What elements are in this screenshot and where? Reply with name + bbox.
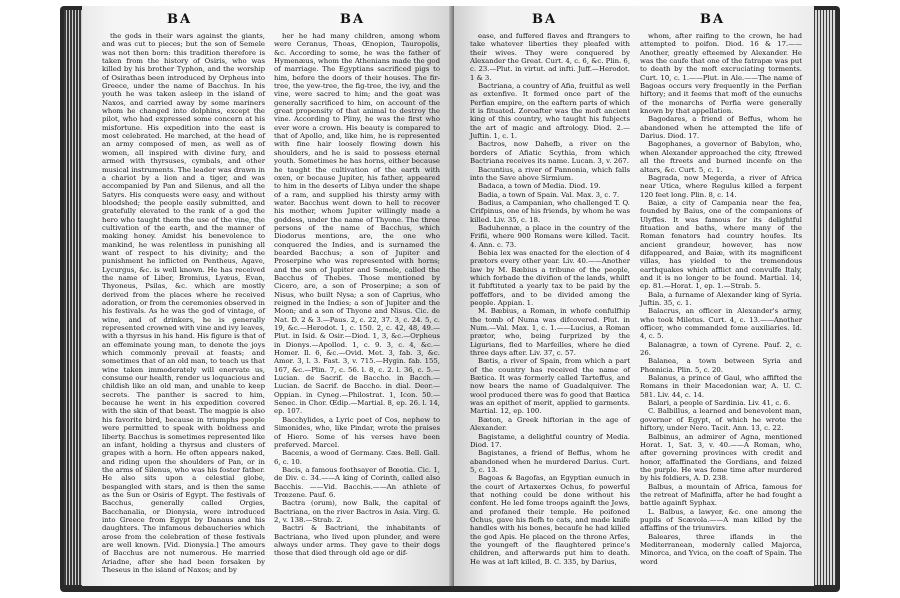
entry-paragraph: Bactriana, a country of Afia, fruitful as well as extenfive. It formed once part of the Perfian empire, on the eaftern parts of which it is fituated. Zoroafter was the moft ancient king of this country, who taught his fubjects the art of magic and aftrology. Diod. 2.—Juftin. 1, c. 1. xyxy=(470,82,630,141)
entry-paragraph: Bagistame, a delightful country of Media. Diod. 17. xyxy=(470,432,630,449)
entry-paragraph: Baleares, three iflands in the Mediterranean, modernly called Majorca, Minorca, and Yvica, on the coaft of Spain. The word xyxy=(640,532,802,566)
entry-paragraph: Bacuntius, a river of Pannonia, which falls into the Save above Sirmium. xyxy=(470,165,630,182)
entry-paragraph: Balanus, a prince of Gaul, who affifted the Romans in their Macedonian war, A. U. C. 581. Liv. 44, c. 14. xyxy=(640,374,802,399)
entry-paragraph: Bacenis, a wood of Germany. Cæs. Bell. Gall. 6, c. 10. xyxy=(274,449,440,466)
left-page-header-col2: BA xyxy=(340,12,366,27)
left-page-column-1 xyxy=(102,32,265,574)
entry-paragraph: Bactri & Bactriani, the inhabitants of Bactriana, who lived upon plunder, and were always under arms. They gave to their dogs those that died through old age or dif- xyxy=(274,524,440,558)
entry-paragraph: Badaca, a town of Media. Diod. 19. xyxy=(478,182,601,191)
entry-paragraph: Balanea, a town between Syria and Phœnicia. Plin. 5, c. 20. xyxy=(640,357,802,374)
entry-paragraph: Bactros, now Dahefb, a river on the borders of Afiatic Scythia, from which Bactriana receives its name. Lucan. 3, v. 267. xyxy=(470,140,630,166)
right-page-header-col1: BA xyxy=(532,12,558,27)
right-page xyxy=(454,6,814,586)
entry-paragraph: Badia, a town of Spain. Val. Max. 3, c. 7. xyxy=(478,190,620,199)
entry-paragraph: Bacis, a famous foothsayer of Bœotia. Cic. 1, de Div. c. 34.——A king of Corinth, called also Bacchis. ——Vid. Bacchis.——An athlete of Trœzene. Pauf. 6. xyxy=(274,465,440,499)
entry-paragraph: ease, and fuffered flaves and ftrangers to take whatever liberties they pleafed with their wives. They were conquered by Alexander the Great. Curt. 4, c. 6, &c. Plin. 6, c. 23.—Plut. in virtut. ad infti. Juff.—Herodot. 1 & 3. xyxy=(470,32,631,82)
entry-paragraph: M. Bæbius, a Roman, in whofe confulfhip the tomb of Numa was difcovered. Plut. in Num.—Val. Max. 1, c. 1.——Lucius, a Roman prætor, who, being furprized by the Ligurians, fled to Marfeilles, where he died three days after. Liv. 37, c. 57. xyxy=(470,307,630,358)
entry-paragraph: Bagistanes, a friend of Beffus, whom he abandoned when he murdered Darius. Curt. 5, c. 13. xyxy=(470,449,630,474)
entry-paragraph: Bacchylides, a Lyric poet of Cos, nephew to Simonides, who, like Pindar, wrote the praises of Hiero. Some of his verses have been preferved. Marcel. xyxy=(274,415,440,449)
right-page-edges xyxy=(812,10,836,585)
left-page-column-2 xyxy=(274,32,440,558)
entry-paragraph: L. Balbus, a lawyer, &c. one among the pupils of Scævola.——A man killed by the affaffins of the triumvirs. xyxy=(640,507,802,533)
right-page-column-1 xyxy=(470,32,630,566)
entry-paragraph: the gods in their wars against the giants, and was cut to pieces; but the son of Semele was not then born: this tradition therefore is taken from the history of Osiris, who was killed by his brother Typhon, and the worship of Osirathas been introduced by Orpheus into Greece, under the name of Bacchus. In his youth he was taken asleep in the island of Naxos, and carried away by some mariners whom he changed into dolphins, except the pilot, who had expressed some concern at his misfortune. His expedition into the east is most celebrated. He marched, at the head of an army composed of men, as well as of women, all inspired with divine fury, and armed with thyrsuses, cymbals, and other musical instruments. The leader was drawn in a chariot by a lion and a tiger, and was accompanied by Pan and Silenus, and all the Satyrs. His conquests were easy, and without bloodshed; the people easily submitted, and gratefully elevated to the rank of a god the hero who taught them the use of the vine, the cultivation of the earth, and the manner of making honey. Amidst his benevolence to mankind, he was relentless in punishing all want of respect to his divinity; and the punishment he inflicted on Pentheus, Agave, Lycurgus, &c. is well known. He has received the name of Liber, Bromius, Lyæus, Evan, Thyoneus, Psilas, &c. which are mostly derived from the places where he received adoration, or from the ceremonies observed in his festivals. As he was the god of vintage, of wine, and of drinkers, he is generally represented crowned with vine and ivy leaves, with a thyrsus in his hand. His figure is that of an effeminate young man, to denote the joys which commonly prevail at feasts; and sometimes that of an old man, to teach us that wine taken immoderately will enervate us, consume our health, render us loquacious and childish like an old man, and unable to keep secrets. The panther is sacred to him, because he went in his expedition covered with the skin of that beast. The magpie is also his favorite bird, because in triumphs people were permitted to speak with boldness and liberty. Bacchus is sometimes represented like an infant, holding a thyrsus and clusters of grapes with a horn. He often appears naked, and riding upon the shoulders of Pan, or in the arms of Silenus, who was his foster father. He also sits upon a celestial globe, bespangled with stars, and is then the same as the Sun or Osiris of Egypt. The festivals of Bacchus, generally called Orgies, Bacchanalia, or Dionysia, were introduced into Greece from Egypt by Danaus and his daughters. The infamous debaucheries which arose from the celebration of these festivals are well known. [Vid. Dionysia.] The amours of Bacchus are not numerous. He married Ariadne, after she had been forsaken by Theseus in the island of Naxos; and by xyxy=(102,32,265,574)
entry-paragraph: Baduhennæ, a place in the country of the Frifii, where 900 Romans were killed. Tacit. 4. Ann. c. 73. xyxy=(470,223,630,249)
left-page xyxy=(82,6,454,586)
right-page-column-2 xyxy=(640,32,802,566)
entry-paragraph: whom, after raifing to the crown, he had attempted to poifon. Diod. 16 & 17.——Another, greatly efteemed by Alexander. He was the caufe that one of the fatrapæ was put to death by the moft excruciating torments. Curt. 10, c. 1.——Plut. in Ale.——The name of Bagoas occurs very frequently in the Perfian hiftory; and it feems that moft of the eunuchs of the monarchs of Perfia were generally known by that appellation. xyxy=(640,32,802,116)
entry-paragraph: Badius, a Campanian, who challenged T. Q. Crifpinus, one of his friends, by whom he was killed. Liv. 35, c. 18. xyxy=(470,198,630,224)
entry-paragraph: Baiæ, a city of Campania near the fea, founded by Baius, one of the companions of Ulyffes. It was famous for its delightful fituation and baths, where many of the Roman fenators had country houfes. Its ancient grandeur, however, has now difappeared, and Baiæ, with its magnificent villas, has yielded to the tremendous earthquakes which afflict and convulfe Italy, and it is no longer to be found. Martial. 14, ep. 81.—Horat. 1, ep. 1.—Strab. 5. xyxy=(640,198,802,291)
right-page-header-col2: BA xyxy=(700,12,726,27)
entry-paragraph: Balbus, a mountain of Africa, famous for the retreat of Mafiniffa, after he had fought a battle againft Syphax. xyxy=(640,482,802,508)
entry-paragraph: Bagoas & Bagofas, an Egyptian eunuch in the court of Artaxerxes Ochus, fo powerful that nothing could be done without his confent. He led fome troops againft the Jews, and profaned their temple. He poifoned Ochus, gave his flefh to cats, and made knife handles with his bones, becaufe he had killed the god Apis. He placed on the throne Arfes, the youngeft of the flaughtered prince's children, and afterwards put him to death. He was at laft killed, B. C. 335, by Darius, xyxy=(470,474,630,566)
entry-paragraph: Bæton, a Greek hiftorian in the age of Alexander. xyxy=(470,415,630,433)
entry-paragraph: Balacrus, an officer in Alexander's army, who took Miletus. Curt. 4, c. 13.——Another officer, who commanded fome auxiliaries. Id. 4, c. 5. xyxy=(640,307,802,341)
left-page-edges xyxy=(64,10,84,585)
entry-paragraph: C. Balbillus, a learned and benevolent man, governor of Egypt, of which he wrote the hiftory, under Nero. Tacit. Ann. 13, c. 22. xyxy=(640,407,802,433)
entry-paragraph: Bala, a furname of Alexander king of Syria. Juftin. 35, c. 1. xyxy=(640,290,802,307)
entry-paragraph: her he had many children, among whom were Ceranus, Thoas, Œnopion, Tauropolis, &c. According to some, he was the father of Hymenæus, whom the Athenians made the god of marriage. The Egyptians sacrificed pigs to him, before the doors of their houses. The fir-tree, the yew-tree, the fig-tree, the ivy, and the vine, were sacred to him; and the goat was generally sacrificed to him, on account of the great propensity of that animal to destroy the vine. According to Pliny, he was the first who ever wore a crown. His beauty is compared to that of Apollo, and, like him, he is represented with fine hair loosely flowing down his shoulders, and he is said to possess eternal youth. Sometimes he has horns, either because he taught the cultivation of the earth with oxen, or because Jupiter, his father, appeared to him in the deserts of Libya under the shape of a ram, and supplied his thirsty army with water. Bacchus went down to hell to recover his mother, whom Jupiter willingly made a goddess, under the name of Thyone. The three persons of the name of Bacchus, which Diodorus mentions, are, the one who conquered the Indies, and is surnamed the bearded Bacchus; a son of Jupiter and Proserpine who was represented with horns; and the son of Jupiter and Semele, called the Bacchus of Thebes. Those mentioned by Cicero, are, a son of Proserpine; a son of Nisus, who built Nysa; a son of Caprius, who reigned in the Indies; a son of Jupiter and the Moon; and a son of Thyone and Nisus. Cic. de Nat. D. 2 & 3.—Paus. 2, c. 22, 37. 3, c. 24. 5, c. 19, &c.—Herodot. 1, c. 150. 2, c. 42, 48, 49.—Plut. in Isid. & Osir.—Diod. 1, 3, &c.—Orpheus in Dionys.—Apollod. 1, c. 9. 3, c. 4, &c.—Homer. Il. 6, &c.—Ovid. Met. 3, fab. 3, &c. Amor. 3, l. 3. Fast. 3, v. 715.—Hygin. fab. 155, 167, &c.—Plin. 7, c. 56. l. 8, c. 2. l. 36, c. 5.—Lucian. de Sacrif. de Baccho. in Bacch.—Lucian. de Sacrif. de Baccho. in dial. Deor.—Oppian. in Cyneg.—Philostrat. 1, Icon. 50.—Senec. in Chor. Œdip.—Martial. 8, ep. 26. l. 14, ep. 107. xyxy=(274,32,440,416)
entry-paragraph: Bagodares, a friend of Beffus, whom he abandoned when he attempted the life of Darius. Diod. 17. xyxy=(640,115,802,141)
entry-paragraph: Bagrada, now Megerda, a river of Africa near Utica, where Regulus killed a ferpent 120 feet long. Plin. 8, c. 14. xyxy=(640,173,802,199)
entry-paragraph: Bebia lex was enacted for the election of 4 prætors every other year. Liv. 40.——Another law by M. Bæbius a tribune of the people, which forbade the divifion of the lands, whilft it fubftituted a yearly tax to be paid by the poffeffors, and to be divided among the people. Appian. 1. xyxy=(470,248,630,307)
left-page-header-col1: BA xyxy=(167,12,193,27)
entry-paragraph: Balari, a people of Sardinia. Liv. 41, c. 6. xyxy=(648,399,791,408)
entry-paragraph: Balanagræ, a town of Cyrene. Pauf. 2, c. 26. xyxy=(640,340,802,358)
entry-paragraph: Bagophanes, a governor of Babylon, who, when Alexander approached the city, ftrewed all the ftreets and burned incenfe on the altars, &c. Curt. 5, c. 1. xyxy=(640,140,802,174)
entry-paragraph: Balbinus, an admirer of Agna, mentioned Horat. 1, Sat. 3, v. 40.——A Roman, who, after governing provinces with credit and honor, affaffinated the Gordians, and feized the purple. He was fome time after murdered by his foldiers, A. D. 238. xyxy=(640,432,802,483)
entry-paragraph: Bactra (orum), now Balk, the capital of Bactriana, on the river Bactros in Asia. Virg. G. 2, v. 138.—Strab. 2. xyxy=(274,499,440,524)
entry-paragraph: Bætis, a river of Spain, from which a part of the country has received the name of Bætica. It was formerly called Tarteffus, and now bears the name of Guadalquiver. The wool produced there was fo good that Bætica was an epithet of merit, applied to garments. Martial. 12, ep. 100. xyxy=(470,357,630,416)
